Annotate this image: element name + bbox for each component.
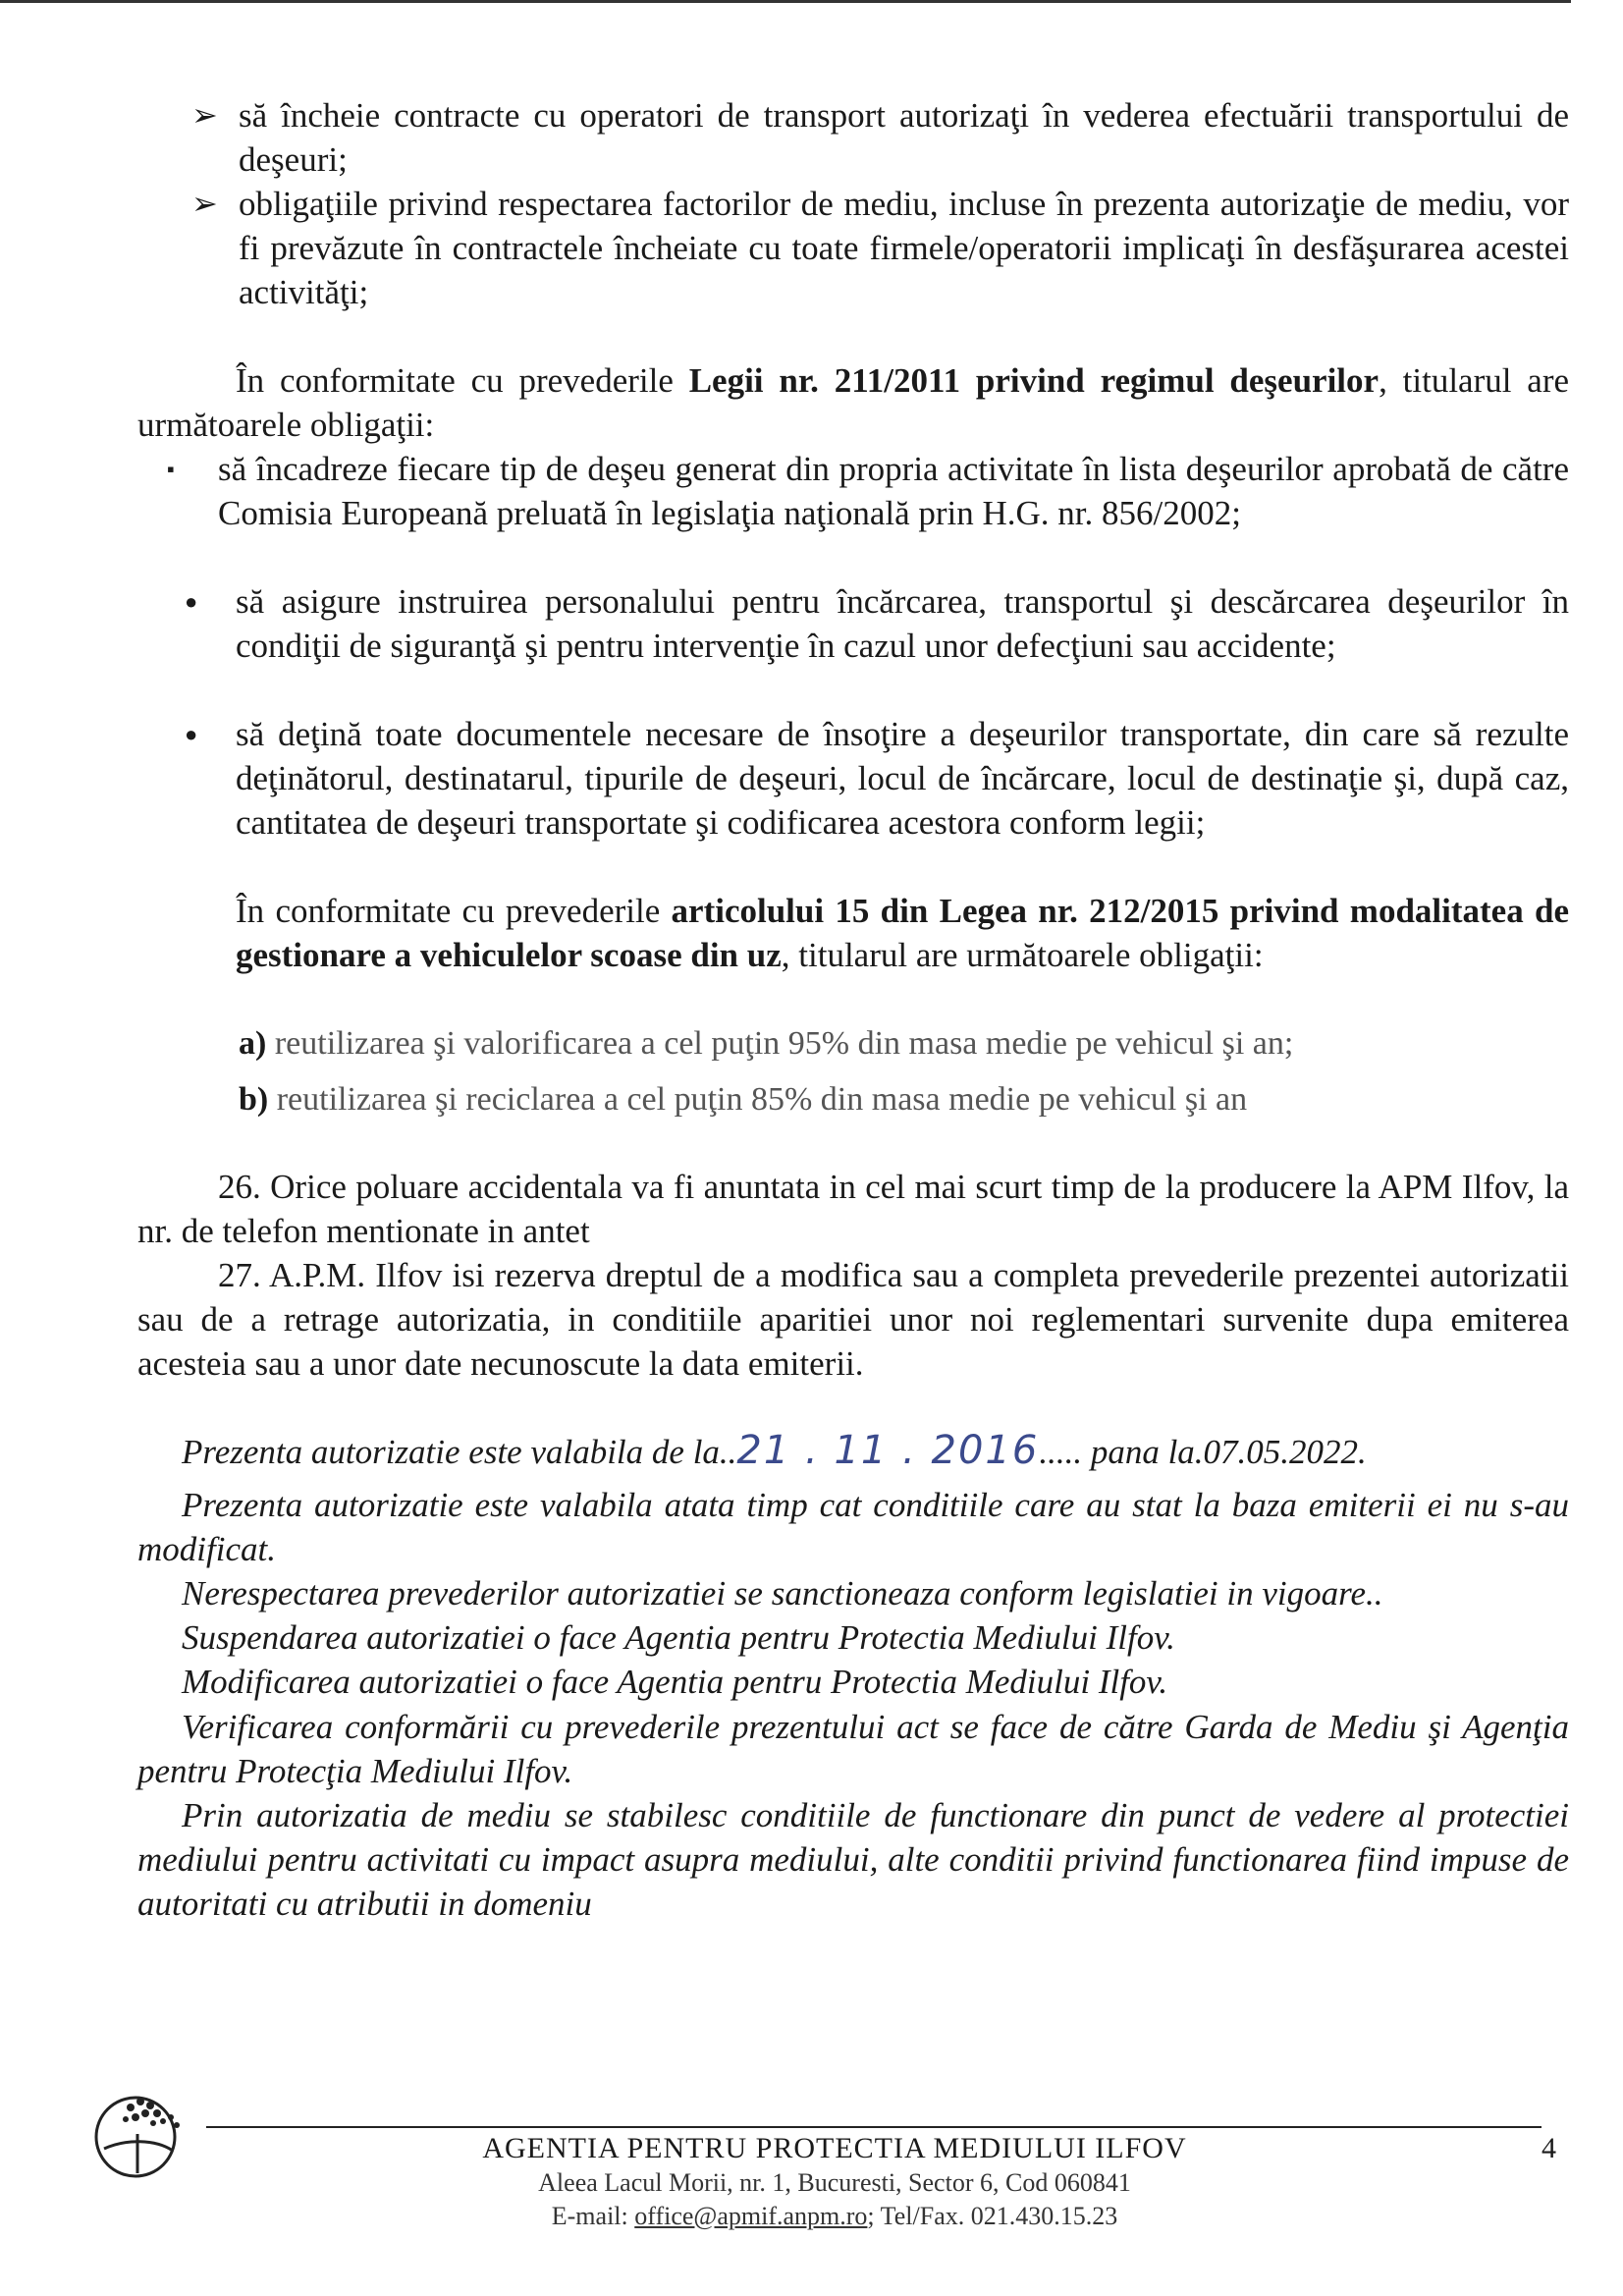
obligation-item: să încadreze fiecare tip de deşeu generat din propria activitate în lista deşeurilor aprobată de către Comisia Europeană preluată în legislaţia naţională prin H.G. nr. 856/2002; [218,450,1569,532]
arrow-bullet-icon: ➢ [191,97,218,133]
closing-verification: Verificarea conformării cu prevederile prezentului act se face de către Garda de Mediu şi Agenţia pentru Protecţia Mediului Ilfov. [137,1708,1569,1790]
top-border [0,0,1571,3]
subitem-a [239,1021,1574,1066]
footer-email-link[interactable]: office@apmif.anpm.ro [634,2202,868,2230]
lege-212-suffix: , titularul are următoarele obligaţii: [781,936,1264,974]
paragraph-26: 26. Orice poluare accidentala va fi anuntata in cel mai scurt timp de la producere la APM Ilfov, la nr. de telefon mentionate in antet [137,1168,1569,1250]
bullet-transport-contracts: să încheie contracte cu operatori de transport autorizaţi în vederea efectuării transportului de deşeuri; [239,96,1569,179]
lege-211-title: Legii nr. 211/2011 privind regimul deşeurilor [688,361,1380,400]
subitem-b [239,1077,1574,1121]
subitem-label: a) [239,1025,267,1062]
footer-email-label: E-mail: [551,2202,635,2230]
handwritten-issue-date: 21 . 11 . 2016 [736,1428,1040,1473]
subitem-text: reutilizarea şi valorificarea a cel puţin 95% din masa medie pe vehicul şi an; [274,1025,1294,1062]
obligation-item: să asigure instruirea personalului pentru încărcarea, transportul şi descărcarea deşeurilor în condiţii de siguranţă şi pentru intervenţie în cazul unor defecţiuni sau accidente; [236,582,1569,665]
lege-211-suffix: , titularul are următoarele obligaţii: [137,361,1570,444]
closing-suspension: Suspendarea autorizatiei o face Agentia pentru Protectia Mediului Ilfov. [182,1618,1175,1657]
lege-211-paragraph [137,358,1569,447]
square-bullet-icon: ▪ [167,457,175,481]
validity-prefix: Prezenta autorizatie este valabila de la.. [182,1433,737,1471]
subitem-text: reutilizarea şi reciclarea a cel puţin 85% din masa medie pe vehicul şi an [276,1081,1248,1118]
closing-modification: Modificarea autorizatiei o face Agentia pentru Protectia Mediului Ilfov. [182,1663,1168,1701]
subitem-label: b) [239,1081,269,1118]
page-number: 4 [1542,2132,1556,2164]
validity-middle: ..... pana la. [1039,1433,1204,1471]
footer-contact [295,2200,1375,2233]
agency-logo-icon [86,2080,204,2188]
closing-sanctions: Nerespectarea prevederilor autorizatiei se sanctioneaza conform legislatiei in vigoare.. [182,1574,1383,1613]
lege-211-prefix: În conformitate cu prevederile [236,361,689,400]
lege-212-prefix: În conformitate cu prevederile [236,892,672,930]
paragraph-27: 27. A.P.M. Ilfov isi rezerva dreptul de a modifica sau a completa prevederile prezentei autorizatii sau de a retrage autorizatia, in conditiile aparitiei unor noi reglementari survenite dupa emiterea acesteia sau a unor date necunoscute la data emiterii. [137,1256,1569,1383]
validity-line [137,1429,1569,1474]
footer-agency-name: AGENTIA PENTRU PROTECTIA MEDIULUI ILFOV [482,2132,1187,2164]
footer-address: Aleea Lacul Morii, nr. 1, Bucuresti, Sector 6, Cod 060841 [538,2168,1131,2197]
bullet-environment-obligations: obligaţiile privind respectarea factorilor de mediu, incluse în prezenta autorizaţie de mediu, vor fi prevăzute în contractele încheiate cu toate firmele/operatorii implicaţi în desfăşurarea acestei activităţi; [239,185,1569,311]
lege-212-paragraph [236,889,1569,977]
obligation-item: să deţină toate documentele necesare de însoţire a deşeurilor transportate, din care să rezulte deţinătorul, destinatarul, tipurile de deşeuri, locul de încărcare, locul de destinaţie şi, după caz, cantitatea de deşeuri transportate şi codificarea acestora conform legii; [236,715,1569,842]
arrow-bullet-icon: ➢ [191,186,218,221]
footer-divider [206,2126,1542,2128]
closing-conditions: Prin autorizatia de mediu se stabilesc conditiile de functionare din punct de vedere al protectiei mediului pentru activitati cu impact asupra mediului, alte conditii privind functionarea fiind impuse de autoritati cu atributii in domeniu [137,1796,1569,1923]
validity-end-date: 07.05.2022. [1203,1433,1367,1471]
footer-phone: ; Tel/Fax. 021.430.15.23 [867,2202,1118,2230]
round-bullet-icon: ● [185,589,198,614]
lege-212-title: articolului 15 din Legea nr. 212/2015 privind modalitatea de gestionare a vehiculelor scoase din uz [236,892,1569,974]
closing-validity-conditions: Prezenta autorizatie este valabila atata timp cat conditiile care au stat la baza emiterii ei nu s-au modificat. [137,1486,1569,1568]
round-bullet-icon: ● [185,722,198,746]
